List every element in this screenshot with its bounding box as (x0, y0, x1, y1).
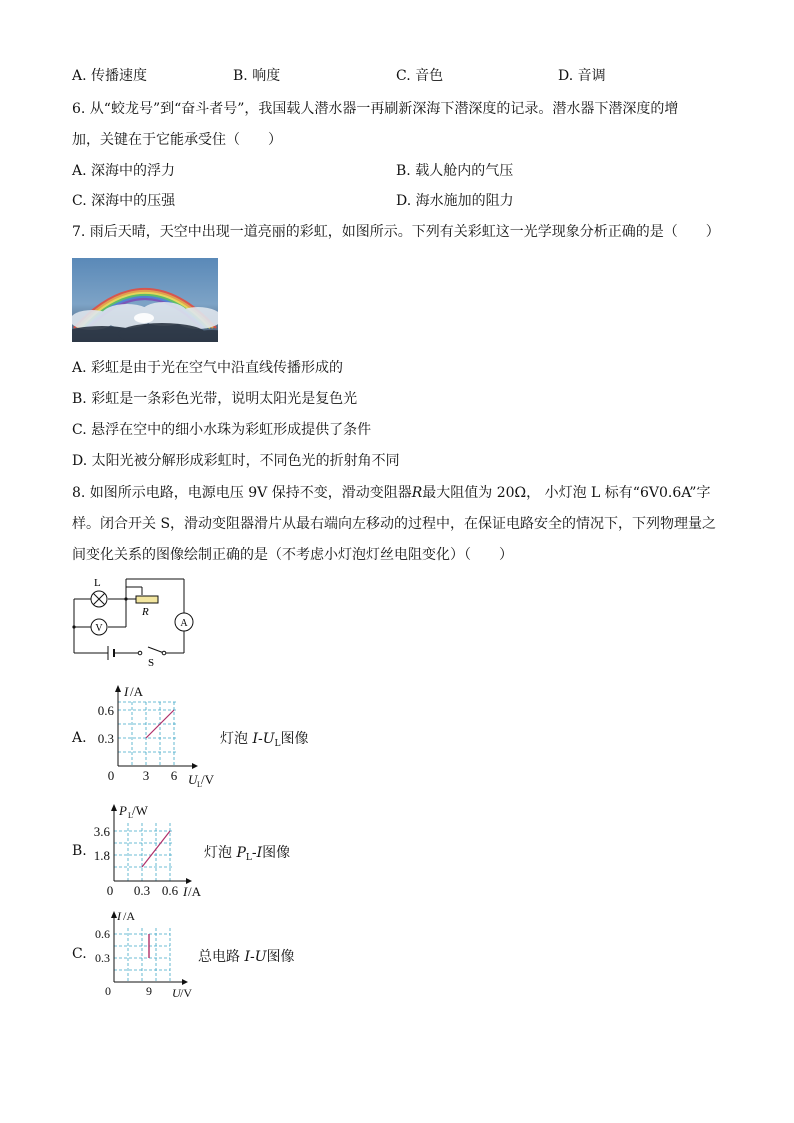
q8-b-xtick-0: 0 (106, 883, 114, 898)
q8-b-yunit: /W (132, 803, 148, 818)
q8-b-xlabel: I (183, 884, 188, 899)
q8-c-xtick-0: 0 (105, 984, 111, 998)
q6-option-b: B. 载人舱内的气压 (396, 163, 514, 179)
circuit-diagram (64, 573, 204, 668)
q8-b-ytick-36: 3.6 (93, 824, 110, 839)
q8-b-xunit: /A (188, 884, 201, 899)
lamp-label: L (94, 577, 101, 589)
q8-b-xtick-03: 0.3 (133, 883, 151, 898)
q8-stem-line3: 间变化关系的图像绘制正确的是（不考虑小灯泡灯丝电阻变化）（ ） (72, 547, 513, 563)
q8-stem-line1: 8. 如图所示电路，电源电压 9V 保持不变，滑动变阻器R最大阻值为 20Ω， 小灯泡 L 标有“6V0.6A”字 (72, 485, 711, 501)
q6-option-d: D. 海水施加的阻力 (396, 193, 514, 209)
q8-a-xtick-6: 6 (170, 768, 178, 783)
q8-a-xtick-3: 3 (142, 768, 150, 783)
q8-a-xtick-0: 0 (107, 768, 115, 783)
q5-option-d: D. 音调 (558, 68, 606, 84)
q6-stem-line1: 6. 从“蛟龙号”到“奋斗者号”，我国载人潜水器一再刷新深海下潜深度的记录。潜水器下潜深度的增 (72, 101, 679, 117)
q8-c-yunit: /A (123, 909, 135, 923)
voltmeter-label: V (95, 623, 103, 634)
q7-option-c: C. 悬浮在空中的细小水珠为彩虹形成提供了条件 (72, 422, 372, 438)
q8-option-a-caption: 灯泡 $I-U_L$图像 (220, 731, 309, 749)
q8-a-ylabel: I (124, 684, 129, 699)
q7-option-a: A. 彩虹是由于光在空气中沿直线传播形成的 (72, 360, 344, 376)
q6-option-c: C. 深海中的压强 (72, 193, 176, 209)
q5-option-b: B. 响度 (233, 68, 281, 84)
q7-option-b: B. 彩虹是一条彩色光带，说明太阳光是复色光 (72, 391, 358, 407)
q8-c-xlabel: U (172, 986, 181, 1000)
q8-option-b-graph (88, 797, 218, 902)
ammeter-label: A (180, 618, 188, 629)
q8-a-yunit: /A (130, 684, 143, 699)
q8-option-a-letter: A. (72, 730, 87, 746)
q8-stem-line2: 样。闭合开关 S，滑动变阻器滑片从最右端向左移动的过程中，在保证电路安全的情况下，下列物理量之 (72, 516, 717, 532)
q8-b-ysub: L (128, 811, 133, 820)
q8-option-c-graph (88, 908, 208, 1000)
q8-option-c-letter: C. (72, 946, 87, 962)
q8-c-ylabel: I (117, 909, 121, 923)
q6-option-a: A. 深海中的浮力 (72, 163, 176, 179)
q8-option-a-graph (88, 680, 228, 790)
q5-option-c: C. 音色 (396, 68, 444, 84)
rainbow-photo (72, 258, 218, 342)
q8-a-ytick-03: 0.3 (97, 731, 114, 746)
q6-stem-line2: 加，关键在于它能承受住（ ） (72, 132, 282, 148)
q8-a-xunit: /V (201, 772, 214, 787)
q8-c-xunit: /V (180, 986, 192, 1000)
q8-c-ytick-03: 0.3 (95, 951, 110, 965)
q8-b-ytick-18: 1.8 (93, 848, 110, 863)
q8-c-ytick-06: 0.6 (95, 927, 110, 941)
q8-a-xsub: L (197, 780, 202, 789)
q8-option-c-caption: 总电路 I-U图像 (198, 949, 295, 965)
q8-option-b-letter: B. (72, 843, 87, 859)
q7-option-d: D. 太阳光被分解形成彩虹时，不同色光的折射角不同 (72, 453, 400, 469)
q8-c-xtick-9: 9 (146, 984, 152, 998)
q8-a-ytick-06: 0.6 (97, 703, 114, 718)
q8-a-xlabel: U (188, 772, 198, 787)
q8-option-b-caption: 灯泡 $P_L-I$图像 (204, 845, 291, 863)
q5-option-a: A. 传播速度 (72, 68, 148, 84)
q8-b-xtick-06: 0.6 (161, 883, 179, 898)
q8-b-ylabel: P (119, 803, 127, 818)
q7-stem: 7. 雨后天晴，天空中出现一道亮丽的彩虹，如图所示。下列有关彩虹这一光学现象分析正确的是（ ） (72, 224, 720, 240)
rheostat-label: R (142, 606, 149, 618)
switch-label: S (148, 657, 155, 668)
